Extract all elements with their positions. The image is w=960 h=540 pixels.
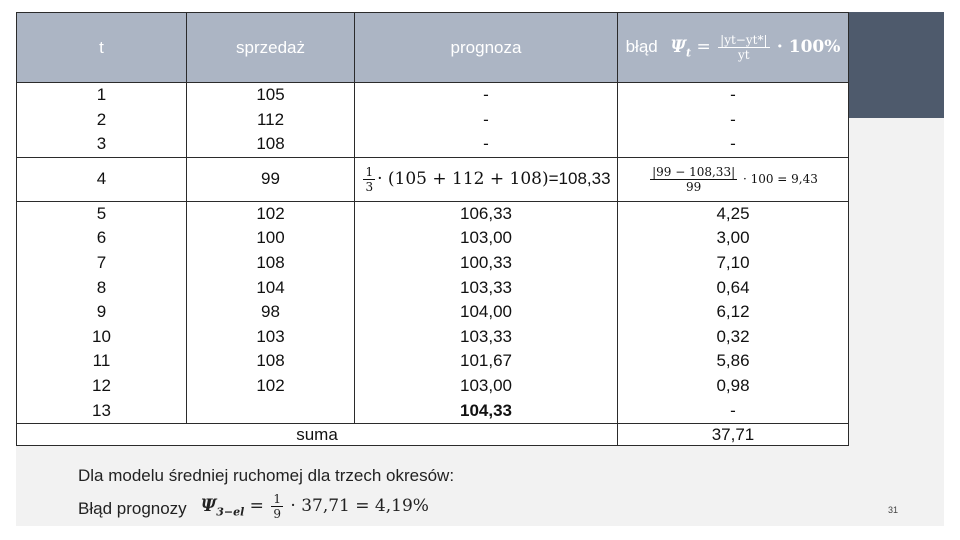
header-sprzedaz: sprzedaż bbox=[187, 13, 355, 83]
table-cell: 103,00 bbox=[460, 375, 512, 395]
table-cell: 2 bbox=[96, 109, 107, 129]
table-cell: - bbox=[730, 400, 736, 420]
table-cell: 4 bbox=[17, 157, 187, 201]
blad-col-5-13 bbox=[618, 201, 849, 423]
suma-value: 37,71 bbox=[618, 424, 849, 446]
prognoza-col-5-13 bbox=[355, 201, 618, 423]
table-cell: 12 bbox=[92, 375, 111, 395]
t-col-5-13 bbox=[17, 201, 187, 423]
table-cell: 100 bbox=[256, 228, 285, 248]
summary-note bbox=[78, 461, 454, 527]
blad-col-1-3 bbox=[618, 83, 849, 158]
table-cell: - bbox=[483, 85, 489, 104]
table-cell: - bbox=[730, 109, 736, 129]
prognoza-formula-cell bbox=[355, 157, 618, 201]
table-cell: 103 bbox=[256, 326, 285, 346]
summary-line-1: Dla modelu średniej ruchomej dla trzech okresów: bbox=[78, 466, 455, 485]
table-cell: 103,33 bbox=[460, 277, 512, 297]
prognoza-result: =108,33 bbox=[548, 168, 611, 188]
table-cell: - bbox=[483, 134, 489, 154]
header-t: t bbox=[17, 13, 187, 83]
table-cell: 0,64 bbox=[716, 277, 750, 297]
table-cell: 5 bbox=[96, 203, 107, 223]
table-cell: 3,00 bbox=[716, 228, 750, 248]
blad-formula: $\frac{|99 - 108,33|}{99}$ · 100 = 9,43 bbox=[652, 164, 818, 194]
table-cell: 0,98 bbox=[716, 375, 750, 395]
table-cell: 98 bbox=[261, 302, 280, 322]
table-cell bbox=[187, 399, 354, 424]
table-cell: 108 bbox=[256, 252, 285, 272]
error-formula-fraction: $\frac{|yt-yt*|}{yt}$ bbox=[720, 33, 768, 62]
table-cell: 0,32 bbox=[716, 326, 750, 346]
header-blad-label: błąd bbox=[625, 37, 658, 56]
table-cell: 5,86 bbox=[716, 351, 750, 371]
summary-label: Błąd prognozy bbox=[78, 499, 187, 519]
header-blad bbox=[618, 13, 849, 83]
table-cell: 13 bbox=[92, 400, 111, 420]
table-cell: 7,10 bbox=[716, 252, 750, 272]
summary-fraction: $\frac{1}{9}$ bbox=[273, 492, 281, 521]
table-cell: 101,67 bbox=[460, 351, 512, 371]
summary-formula: $\Psi_{3-el}$ = $\frac{1}{9}$ · 37,71 = 4,19% bbox=[200, 492, 429, 521]
table-cell: 105 bbox=[256, 85, 285, 104]
table-cell: 6 bbox=[96, 228, 107, 248]
table-row-4 bbox=[17, 157, 849, 201]
table-cell: 108 bbox=[256, 134, 285, 154]
table-cell: - bbox=[730, 85, 736, 104]
table-cell-next-forecast: 104,33 bbox=[460, 400, 512, 420]
forecast-table bbox=[16, 12, 849, 446]
table-cell: 4,25 bbox=[716, 203, 750, 223]
table-row-group-5-13 bbox=[17, 201, 849, 423]
table-cell: 10 bbox=[92, 326, 111, 346]
table-cell: 112 bbox=[256, 109, 285, 129]
table-cell: 99 bbox=[187, 157, 355, 201]
table-cell: - bbox=[483, 109, 489, 129]
table-cell: 1 bbox=[96, 85, 107, 104]
prognoza-fraction: $\frac{1}{3}$ bbox=[365, 164, 374, 194]
slide-accent-block bbox=[848, 12, 944, 118]
table-cell: - bbox=[730, 134, 736, 154]
table-cell: 100,33 bbox=[460, 252, 512, 272]
summary-line-2 bbox=[78, 491, 454, 527]
blad-formula-cell bbox=[618, 157, 849, 201]
table-cell: 108 bbox=[256, 351, 285, 371]
header-prognoza: prognoza bbox=[355, 13, 618, 83]
table-cell: 3 bbox=[96, 134, 107, 154]
table-cell: 106,33 bbox=[460, 203, 512, 223]
table-cell: 104 bbox=[256, 277, 285, 297]
prognoza-col-1-3 bbox=[355, 83, 618, 158]
blad-fraction: $\frac{|99 - 108,33|}{99}$ bbox=[652, 164, 736, 194]
table-cell: 102 bbox=[256, 203, 285, 223]
sprzedaz-col-5-13 bbox=[187, 201, 355, 423]
table-cell: 9 bbox=[96, 302, 107, 322]
prognoza-formula: $\frac{1}{3}$ · (105 + 112 + 108) bbox=[365, 164, 549, 194]
table-cell: 11 bbox=[92, 351, 111, 371]
sprzedaz-col-1-3 bbox=[187, 83, 355, 158]
table-header-row bbox=[17, 13, 849, 83]
t-col-1-3 bbox=[17, 83, 187, 158]
table-cell: 8 bbox=[96, 277, 107, 297]
table-cell: 104,00 bbox=[460, 302, 512, 322]
table-row-suma bbox=[17, 424, 849, 446]
suma-label: suma bbox=[17, 424, 618, 446]
table-cell: 103,33 bbox=[460, 326, 512, 346]
table-row-group-1-3 bbox=[17, 83, 849, 158]
table-cell: 7 bbox=[96, 252, 107, 272]
table-cell: 6,12 bbox=[716, 302, 750, 322]
page-number: 31 bbox=[887, 505, 898, 515]
table-cell: 103,00 bbox=[460, 228, 512, 248]
error-formula: $\Psi_t$ = $\frac{|yt-yt*|}{yt}$ · 100% bbox=[670, 33, 841, 62]
table-cell: 102 bbox=[256, 375, 285, 395]
